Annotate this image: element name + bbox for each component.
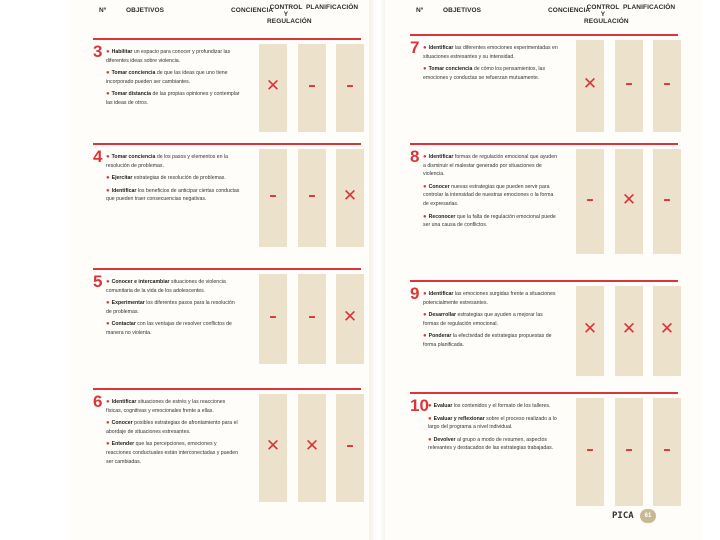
objective-item <box>423 65 558 82</box>
dash-mark-icon: – <box>308 186 316 204</box>
objective-item <box>106 48 241 65</box>
section-number: 8 <box>410 147 420 166</box>
bullet-icon: ● <box>423 213 427 220</box>
objective-verb: Tomar conciencia <box>111 154 156 160</box>
objective-list <box>106 153 241 208</box>
objective-verb: Desarrollar <box>428 312 457 319</box>
objective-text: los diferentes pasos para la resolución de problemas. <box>106 300 235 315</box>
control-column <box>615 149 643 254</box>
objective-text: los beneficios de anticipar ciertas conductas que pueden traer consecuencias negativas. <box>106 187 240 203</box>
objective-verb: Ponderar <box>428 333 452 340</box>
objective-list <box>423 44 558 86</box>
objective-text: al grupo a modo de resumen, aspectos relevantes y destacados de las estrategias trabajadas. <box>428 436 554 452</box>
dash-mark-icon: – <box>663 74 671 92</box>
conciencia-column <box>576 398 604 506</box>
objective-verb: Identificar <box>111 399 137 405</box>
right-page <box>385 0 703 540</box>
dash-mark-icon: – <box>586 440 594 458</box>
cross-mark-icon: ✕ <box>582 74 598 94</box>
bullet-icon: ● <box>106 175 110 182</box>
section-number: 3 <box>93 42 103 61</box>
dash-mark-icon: – <box>663 440 671 458</box>
control-column <box>298 44 326 132</box>
header-number: Nº <box>416 7 424 14</box>
section-number: 7 <box>410 38 420 57</box>
section-number: 4 <box>93 147 103 166</box>
bullet-icon: ● <box>423 45 427 51</box>
dash-mark-icon: – <box>269 307 277 325</box>
objective-text: de cómo los pensamientos, las emociones y conductas se refuerzan mutuamente. <box>423 66 546 81</box>
cross-mark-icon: ✕ <box>582 319 598 339</box>
section-divider <box>93 143 361 145</box>
dash-mark-icon: – <box>625 440 633 458</box>
objective-verb: Reconocer <box>428 213 456 220</box>
objective-text: nuevas estrategias que pueden servir para controlar la intensidad de nuestras emociones o la forma de expresarlas. <box>423 183 554 207</box>
objective-text: de que las ideas que uno tiene incorporado pueden ser cambiantes. <box>106 70 228 85</box>
bullet-icon: ● <box>106 321 110 328</box>
objective-item <box>423 311 558 328</box>
conciencia-column <box>576 286 604 376</box>
objective-item <box>423 213 558 230</box>
planificacion-column <box>336 149 364 247</box>
section-number: 5 <box>93 272 103 291</box>
objective-text: que la falta de regulación emocional puede ser una causa de conflictos. <box>423 213 556 229</box>
objective-verb: Tomar conciencia <box>428 66 473 73</box>
objective-item <box>106 419 241 436</box>
planificacion-column <box>653 398 681 506</box>
bullet-icon: ● <box>428 403 432 409</box>
cross-mark-icon: ✕ <box>621 319 637 339</box>
objective-verb: Conocer <box>428 183 450 190</box>
objective-verb: Experimentar <box>111 300 145 307</box>
dash-mark-icon: – <box>308 76 316 94</box>
cross-mark-icon: ✕ <box>265 436 281 456</box>
objective-verb: Identificar <box>428 45 454 51</box>
section-number: 6 <box>93 392 103 411</box>
header-planificacion: PLANIFICACIÓN <box>306 4 359 11</box>
objective-verb: Tomar conciencia <box>111 70 156 77</box>
bullet-icon: ● <box>423 291 427 297</box>
objective-verb: Devolver <box>433 436 456 443</box>
bullet-icon: ● <box>106 91 110 98</box>
objective-list <box>106 278 241 342</box>
cross-mark-icon: ✕ <box>265 76 281 96</box>
objective-text: la efectividad de estrategias propuestas de forma planificada. <box>423 333 552 348</box>
planificacion-column <box>336 274 364 364</box>
dash-mark-icon: – <box>346 76 354 94</box>
objective-item <box>106 440 241 466</box>
header-conciencia: CONCIENCIA <box>548 7 591 14</box>
dash-mark-icon: – <box>586 189 594 208</box>
section-divider <box>410 34 678 36</box>
header-objetivos: OBJETIVOS <box>443 7 482 14</box>
bullet-icon: ● <box>106 441 110 448</box>
header-objetivos: OBJETIVOS <box>126 7 165 14</box>
header-conciencia: CONCIENCIA <box>231 7 274 14</box>
header-control: CONTROL Y REGULACIÓN <box>584 4 629 25</box>
section-divider <box>93 388 361 390</box>
bullet-icon: ● <box>423 183 427 190</box>
dash-mark-icon: – <box>346 436 354 454</box>
objective-item <box>428 436 563 453</box>
objective-text: sobre el proceso realizado a lo largo del programa a nivel individual. <box>428 415 557 431</box>
section-divider <box>93 268 361 270</box>
objective-verb: Tomar distancia <box>111 91 152 98</box>
objective-item <box>423 332 558 349</box>
planificacion-column <box>653 40 681 132</box>
objective-verb: Evaluar <box>433 403 453 409</box>
objective-verb: Entender <box>111 441 135 448</box>
cross-mark-icon: ✕ <box>342 186 358 206</box>
control-column <box>615 286 643 376</box>
conciencia-column <box>259 394 287 502</box>
planificacion-column <box>336 44 364 132</box>
cross-mark-icon: ✕ <box>621 189 637 210</box>
objective-verb: Identificar <box>111 187 137 194</box>
objective-text: de los pasos y elementos en la resolución de problemas. <box>106 154 229 169</box>
control-column <box>615 40 643 132</box>
objective-item <box>423 153 558 179</box>
bullet-icon: ● <box>423 333 427 340</box>
objective-verb: Evaluar y reflexionar <box>433 415 485 422</box>
objective-verb: Contactar <box>111 321 136 328</box>
objective-item <box>428 402 563 411</box>
control-column <box>298 394 326 502</box>
planificacion-column <box>336 394 364 502</box>
page-number: 61 <box>640 509 656 523</box>
objective-text: las diferentes emociones experimentadas en situaciones estresantes y su intensidad. <box>423 45 558 60</box>
control-column <box>298 149 326 247</box>
objective-list <box>106 398 241 470</box>
objective-text: estrategias que ayuden a mejorar las formas de regulación emocional. <box>423 312 543 327</box>
section-number: 9 <box>410 284 420 303</box>
bullet-icon: ● <box>428 415 432 422</box>
bullet-icon: ● <box>423 154 427 160</box>
objective-verb: Habilitar <box>111 49 133 55</box>
table-header <box>385 0 703 34</box>
objective-item <box>106 174 241 183</box>
objective-text: que las percepciones, emociones y reacciones conductuales están interconectadas y pueden ser cambiadas. <box>106 441 239 465</box>
pica-logo: PICA <box>612 511 634 521</box>
planificacion-column <box>653 149 681 254</box>
objective-verb: Conocer e intercambiar <box>111 279 170 285</box>
header-number: Nº <box>99 7 107 14</box>
cross-mark-icon: ✕ <box>659 319 675 339</box>
dash-mark-icon: – <box>308 307 316 325</box>
objective-text: situaciones de estrés y las reacciones físicas, cognitivas y emocionales frente a ellas. <box>106 399 226 414</box>
objective-item <box>106 398 241 415</box>
section-divider <box>410 143 678 145</box>
objective-text: los contenidos y el formato de los talleres. <box>453 403 551 409</box>
cross-mark-icon: ✕ <box>342 307 358 327</box>
bullet-icon: ● <box>428 436 432 443</box>
objective-text: de las propias opiniones y contemplar las ideas de otros. <box>106 91 240 106</box>
bullet-icon: ● <box>423 312 427 319</box>
bullet-icon: ● <box>106 420 110 427</box>
objective-item <box>106 187 241 204</box>
section-divider <box>93 38 361 40</box>
objective-item <box>423 290 558 307</box>
objective-text: posibles estrategias de afrontamiento para el abordaje de situaciones estresantes. <box>106 420 238 435</box>
objective-verb: Ejercitar <box>111 175 133 182</box>
objective-item <box>423 44 558 61</box>
objective-item <box>106 320 241 337</box>
objective-item <box>106 69 241 86</box>
objective-text: con las ventajas de resolver conflictos de manera no violenta. <box>106 321 232 336</box>
bullet-icon: ● <box>106 154 110 160</box>
objective-text: estrategias de resolución de problemas. <box>133 175 226 182</box>
dash-mark-icon: – <box>269 186 277 204</box>
objective-item <box>106 278 241 295</box>
conciencia-column <box>259 44 287 132</box>
table-header <box>68 0 386 34</box>
section-divider <box>410 280 678 282</box>
bullet-icon: ● <box>106 300 110 307</box>
objective-text: un espacio para conocer y profundizar las diferentes ideas sobre violencia. <box>106 49 231 64</box>
header-planificacion: PLANIFICACIÓN <box>623 4 676 11</box>
objective-list <box>106 48 241 112</box>
section-number: 10 <box>410 396 429 415</box>
control-column <box>615 398 643 506</box>
objective-item <box>106 90 241 107</box>
conciencia-column <box>259 149 287 247</box>
objective-list <box>423 153 558 234</box>
header-control: CONTROL Y REGULACIÓN <box>267 4 312 25</box>
objective-verb: Identificar <box>428 291 454 297</box>
cross-mark-icon: ✕ <box>304 436 320 456</box>
objective-verb: Conocer <box>111 420 133 427</box>
bullet-icon: ● <box>106 70 110 77</box>
conciencia-column <box>576 149 604 254</box>
objective-text: situaciones de violencia comunitaria de la vida de los adolescentes. <box>106 279 226 294</box>
control-column <box>298 274 326 364</box>
objective-item <box>428 415 563 432</box>
objective-verb: Identificar <box>428 154 454 160</box>
objective-item <box>106 153 241 170</box>
objective-item <box>423 183 558 209</box>
bullet-icon: ● <box>106 49 110 55</box>
dash-mark-icon: – <box>663 189 671 208</box>
section-divider <box>410 392 678 394</box>
bullet-icon: ● <box>106 279 110 285</box>
objective-text: formas de regulación emocional que ayuden a disminuir el malestar generado por situaciones de violencia. <box>423 154 557 178</box>
dash-mark-icon: – <box>625 74 633 92</box>
left-page <box>68 0 386 540</box>
objective-item <box>106 299 241 316</box>
objective-text: las emociones surgidas frente a situaciones potencialmente estresantes. <box>423 291 556 306</box>
planificacion-column <box>653 286 681 376</box>
bullet-icon: ● <box>106 399 110 405</box>
objective-list <box>423 290 558 354</box>
bullet-icon: ● <box>106 187 110 194</box>
conciencia-column <box>576 40 604 132</box>
bullet-icon: ● <box>423 66 427 73</box>
conciencia-column <box>259 274 287 364</box>
objective-list <box>428 402 563 457</box>
